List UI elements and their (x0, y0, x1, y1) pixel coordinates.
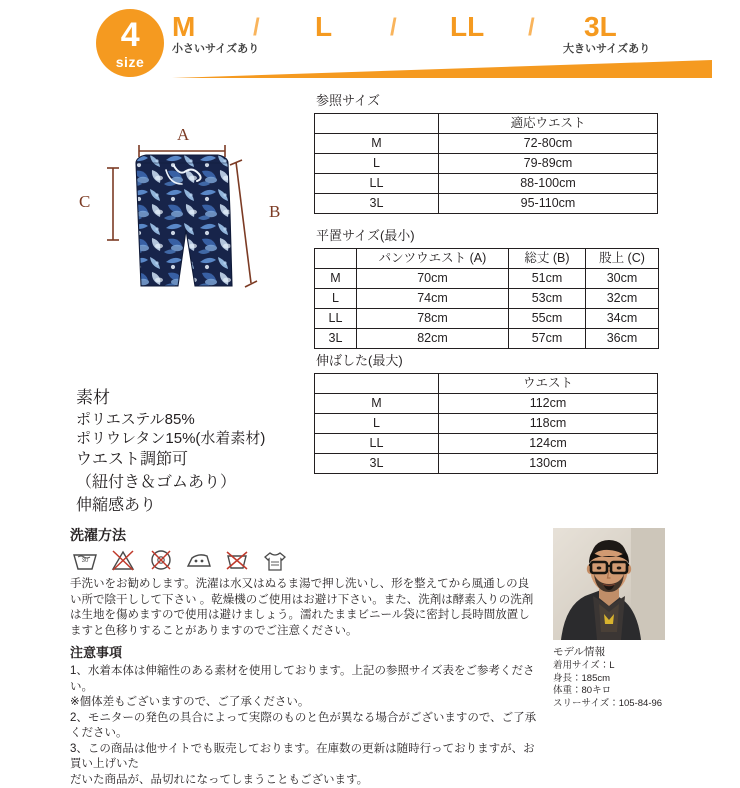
header-wedge-decoration (172, 57, 712, 79)
cell-ll-total-length: 55cm (509, 309, 586, 329)
row-size-3l: 3L (315, 329, 357, 349)
cell-3l-waist: 95-110cm (439, 194, 658, 214)
large-size-note: 大きいサイズあり (563, 42, 650, 56)
stretched-size-section (314, 353, 658, 474)
size-count-number: 4 (96, 9, 164, 55)
row-size-m: M (315, 394, 439, 414)
flat-dry-shade-icon (260, 547, 290, 573)
table-header-row (315, 249, 659, 269)
flat-size-title: 平置サイズ(最小) (316, 228, 659, 244)
measure-a-label: A (177, 126, 189, 144)
col-header-waist: 適応ウエスト (439, 114, 658, 134)
cell-3l-stretched-waist: 130cm (439, 454, 658, 474)
table-row (315, 194, 658, 214)
row-size-ll: LL (315, 174, 439, 194)
cell-m-total-length: 51cm (509, 269, 586, 289)
material-polyester: ポリエステル85% (76, 410, 316, 429)
cell-ll-rise: 34cm (586, 309, 659, 329)
svg-text:30: 30 (82, 558, 89, 564)
table-header-row (315, 374, 658, 394)
size-separator-3: / (528, 11, 535, 45)
size-label-ll: LL (450, 10, 484, 44)
table-row (315, 329, 659, 349)
flat-size-table (314, 248, 659, 349)
size-label-3l: 3L (584, 10, 617, 44)
measure-b-bracket (230, 160, 257, 287)
col-header-blank (315, 114, 439, 134)
cell-3l-rise: 36cm (586, 329, 659, 349)
cell-m-waist: 72-80cm (439, 134, 658, 154)
row-size-3l: 3L (315, 194, 439, 214)
size-separator-1: / (253, 11, 260, 45)
size-label-l: L (315, 10, 332, 44)
cell-m-pants-waist: 70cm (357, 269, 509, 289)
size-count-label: size (96, 55, 164, 70)
product-measurement-diagram (62, 118, 312, 308)
table-row (315, 434, 658, 454)
table-row (315, 134, 658, 154)
no-bleach-icon (108, 547, 138, 573)
row-size-m: M (315, 134, 439, 154)
note-item-3-continued: だいた商品が、品切れになってしまうこともございます。 (70, 773, 540, 788)
model-wear-size: 着用サイズ：L (553, 660, 667, 673)
model-height: 身長：185cm (553, 673, 667, 686)
model-photo (553, 528, 665, 640)
no-tumble-dry-icon (146, 547, 176, 573)
col-header-blank (315, 374, 439, 394)
material-stretchy: 伸縮感あり (76, 494, 316, 517)
measure-b-label: B (269, 203, 280, 221)
row-size-ll: LL (315, 434, 439, 454)
small-size-note: 小さいサイズあり (172, 42, 259, 56)
hand-wash-30-icon (70, 547, 100, 573)
material-polyurethane: ポリウレタン15%(水着素材) (76, 429, 316, 448)
table-row (315, 414, 658, 434)
table-row (315, 309, 659, 329)
material-drawstring-elastic: （紐付き＆ゴムあり） (76, 471, 316, 494)
size-count-badge (96, 9, 164, 77)
notes-title: 注意事項 (70, 644, 540, 662)
cell-l-rise: 32cm (586, 289, 659, 309)
size-label-m: M (172, 10, 195, 44)
table-row (315, 154, 658, 174)
care-symbol-list (70, 547, 540, 573)
note-item-2: 2、モニターの発色の具合によって実際のものと色が異なる場合がございますので、ご了承ください。 (70, 711, 540, 742)
model-info-title: モデル情報 (553, 645, 667, 660)
stretched-size-title: 伸ばした(最大) (316, 353, 658, 369)
size-header (0, 0, 740, 86)
washing-title: 洗濯方法 (70, 526, 540, 544)
note-item-3: 3、この商品は他サイトでも販売しております。在庫数の更新は随時行っておりますが、お買い上げいた (70, 742, 540, 773)
row-size-ll: LL (315, 309, 357, 329)
cell-l-pants-waist: 74cm (357, 289, 509, 309)
table-row (315, 454, 658, 474)
measure-c-bracket (107, 168, 119, 240)
notes-section (70, 644, 540, 788)
col-header-blank (315, 249, 357, 269)
col-header-rise: 股上 (C) (586, 249, 659, 269)
flat-size-section (314, 228, 659, 349)
table-header-row (315, 114, 658, 134)
table-row (315, 394, 658, 414)
size-separator-2: / (390, 11, 397, 45)
reference-size-title: 参照サイズ (316, 93, 658, 109)
washing-instructions-text: 手洗いをお勧めします。洗濯は水又はぬるま湯で押し洗いし、形を整えてから風通しの良い所で陰干しして下さい 。乾燥機のご使用はお避け下さい。また、洗剤は酵素入りの洗剤は生地を傷めますので使用は避けましょう。濡れたままビニール袋に密封し長時間放置しますと色移りすることがありますのでご注意ください。 (70, 577, 536, 639)
iron-low-icon (184, 547, 214, 573)
reference-size-table (314, 113, 658, 214)
row-size-m: M (315, 269, 357, 289)
col-header-waist: ウエスト (439, 374, 658, 394)
cell-ll-stretched-waist: 124cm (439, 434, 658, 454)
no-dry-clean-icon (222, 547, 252, 573)
stretched-size-table (314, 373, 658, 474)
note-item-1: 1、水着本体は伸縮性のある素材を使用しております。上記の参照サイズ表をご参考ください。 (70, 664, 540, 695)
cell-l-waist: 79-89cm (439, 154, 658, 174)
note-item-1-supplement: ※個体差もございますので、ご了承ください。 (70, 695, 540, 711)
row-size-3l: 3L (315, 454, 439, 474)
cell-l-stretched-waist: 118cm (439, 414, 658, 434)
material-waist-adjustable: ウエスト調節可 (76, 448, 316, 471)
cell-ll-pants-waist: 78cm (357, 309, 509, 329)
table-row (315, 289, 659, 309)
reference-size-section (314, 93, 658, 214)
table-row (315, 174, 658, 194)
washing-section (70, 526, 540, 639)
col-header-pants-waist: パンツウエスト (A) (357, 249, 509, 269)
col-header-total-length: 総丈 (B) (509, 249, 586, 269)
material-section (76, 386, 316, 517)
cell-ll-waist: 88-100cm (439, 174, 658, 194)
cell-3l-pants-waist: 82cm (357, 329, 509, 349)
material-title: 素材 (76, 386, 316, 410)
row-size-l: L (315, 289, 357, 309)
cell-m-stretched-waist: 112cm (439, 394, 658, 414)
cell-l-total-length: 53cm (509, 289, 586, 309)
row-size-l: L (315, 414, 439, 434)
table-row (315, 269, 659, 289)
model-three-size: スリーサイズ：105-84-96 (553, 698, 667, 711)
model-info-section (553, 528, 667, 710)
cell-m-rise: 30cm (586, 269, 659, 289)
measure-c-label: C (79, 193, 90, 211)
model-weight: 体重：80キロ (553, 685, 667, 698)
row-size-l: L (315, 154, 439, 174)
cell-3l-total-length: 57cm (509, 329, 586, 349)
